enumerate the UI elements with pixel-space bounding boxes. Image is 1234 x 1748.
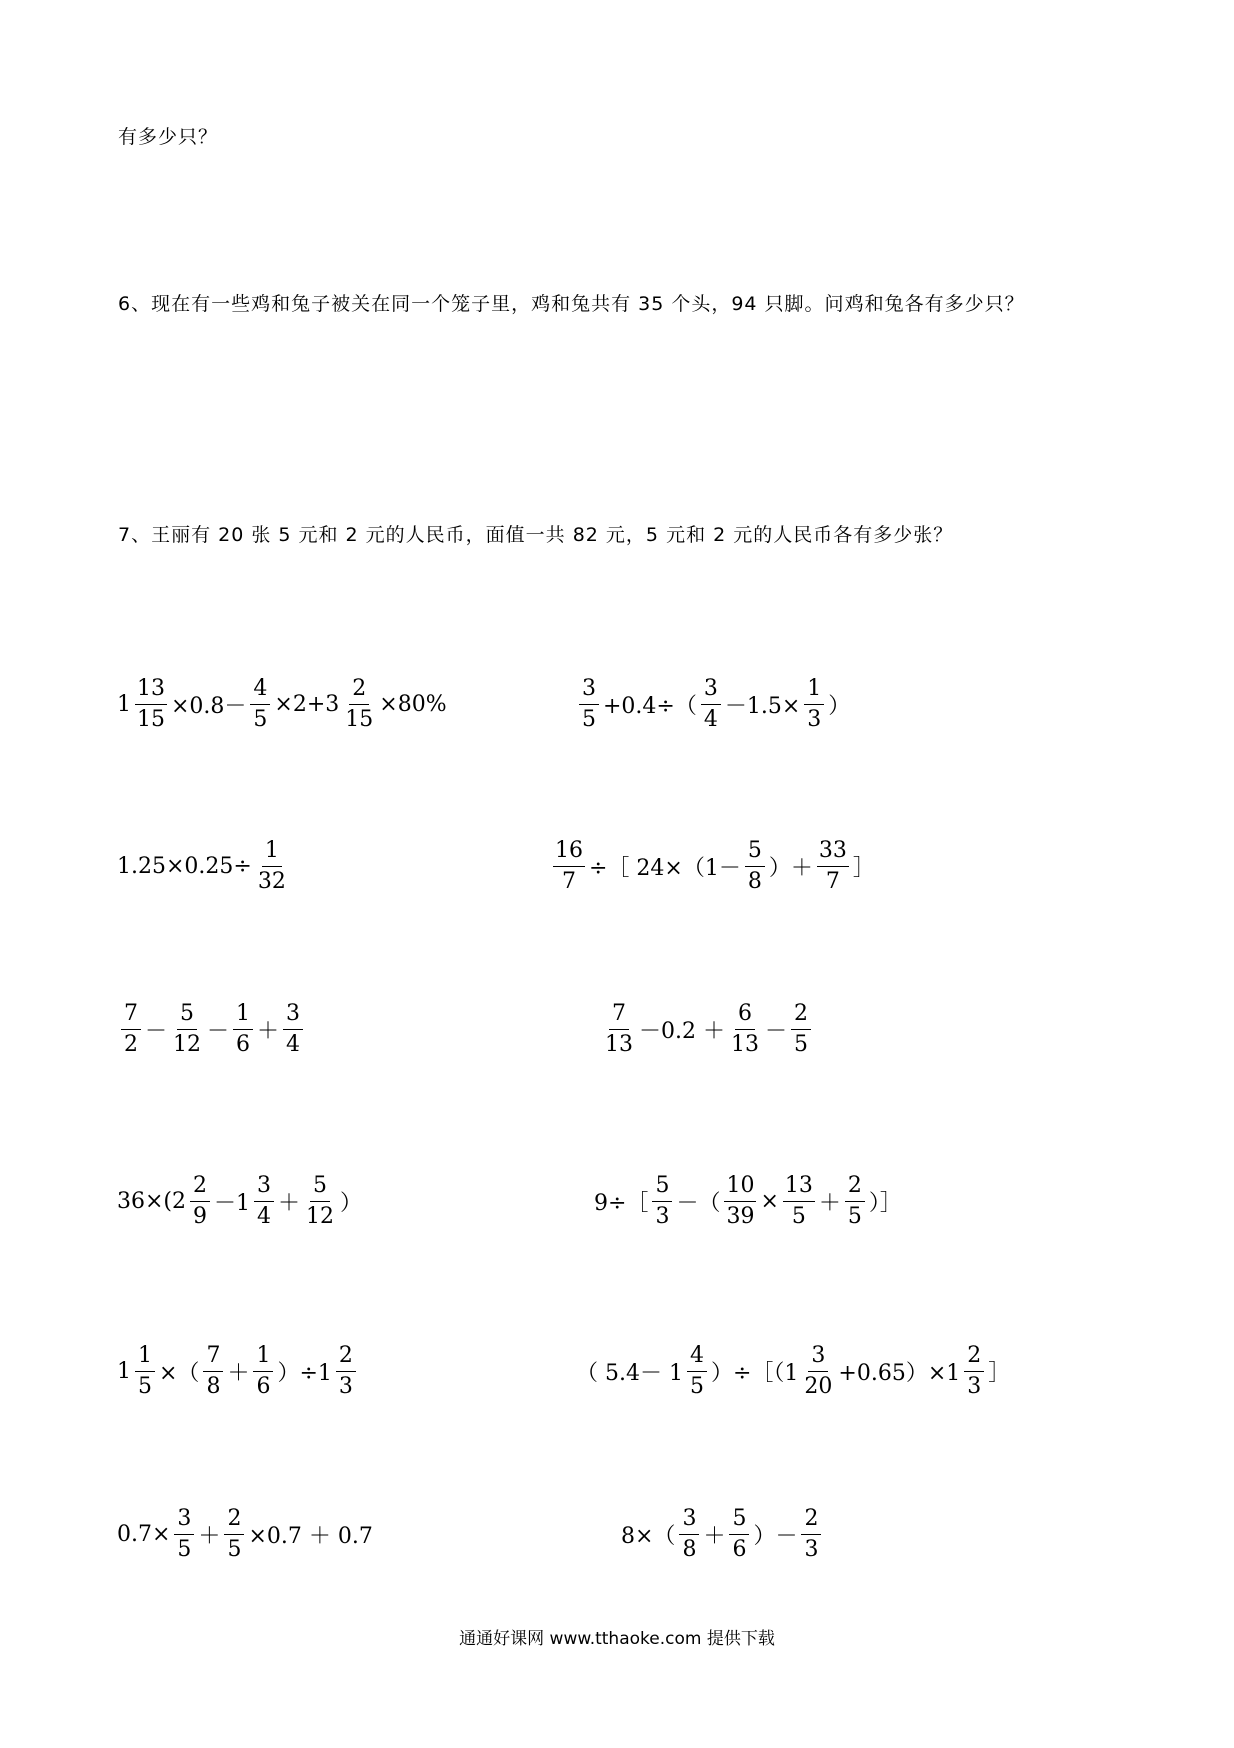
expression-1 (116, 678, 448, 731)
fraction-numerator: 2 (224, 1508, 244, 1535)
fraction (791, 1003, 811, 1056)
expression-text: ］ (852, 856, 875, 881)
expression-text: ］ (988, 1361, 1011, 1386)
fraction (224, 1508, 244, 1561)
expression-text: ） (828, 694, 851, 719)
fraction-denominator: 8 (682, 1537, 697, 1562)
expression-text: 36×(2 (117, 1189, 187, 1214)
fraction (190, 1175, 210, 1228)
fraction (701, 678, 721, 731)
fraction-denominator: 32 (257, 869, 286, 894)
expression-8 (593, 1175, 903, 1228)
fraction-denominator: 2 (124, 1032, 138, 1057)
fraction-numerator: 3 (283, 1003, 303, 1030)
fraction (336, 1345, 356, 1398)
fraction-denominator: 7 (562, 869, 576, 894)
fraction-numerator: 3 (174, 1508, 194, 1535)
expression-text: ×2+3 (274, 692, 340, 717)
fraction (233, 1003, 253, 1056)
expression-text: +0.4÷（ (603, 694, 697, 719)
fraction-numerator: 5 (745, 840, 765, 867)
expression-5 (118, 1003, 306, 1056)
fraction-denominator: 4 (257, 1204, 272, 1229)
expression-text: （ 5.4－ 1 (576, 1361, 683, 1386)
fraction-denominator: 5 (138, 1374, 152, 1399)
fraction-numerator: 5 (177, 1003, 197, 1030)
fraction (253, 1345, 273, 1398)
fraction-numerator: 1 (262, 840, 282, 867)
fraction-denominator: 4 (703, 707, 718, 732)
fraction-denominator: 8 (747, 869, 762, 894)
fraction (729, 1003, 761, 1056)
expression-text: －0.2 ＋ (639, 1019, 725, 1044)
fraction-denominator: 5 (253, 707, 268, 732)
question-7: 7、王丽有 20 张 5 元和 2 元的人民币，面值一共 82 元，5 元和 2 元的人民币各有多少张？ (118, 524, 954, 546)
fraction (203, 1345, 223, 1398)
fraction-denominator: 5 (794, 1032, 808, 1057)
expression-6 (600, 1003, 814, 1056)
expression-text: ）＋ (768, 856, 813, 881)
fraction-numerator: 3 (701, 678, 721, 705)
expression-12 (620, 1508, 824, 1561)
fraction-denominator: 15 (137, 707, 165, 732)
fraction (724, 1175, 756, 1228)
fraction (304, 1175, 336, 1228)
fraction (687, 1345, 707, 1398)
expression-text: ＋ (278, 1191, 301, 1216)
fraction-denominator: 13 (730, 1032, 759, 1057)
fraction-numerator: 3 (679, 1508, 699, 1535)
fraction-numerator: 13 (135, 678, 167, 705)
fraction (171, 1003, 203, 1056)
fraction (254, 1175, 274, 1228)
fraction-numerator: 7 (203, 1345, 223, 1372)
fraction (256, 840, 288, 893)
fraction-numerator: 33 (817, 840, 849, 867)
fraction-numerator: 2 (336, 1345, 356, 1372)
fraction-numerator: 1 (135, 1345, 155, 1372)
fraction-denominator: 39 (726, 1204, 755, 1229)
fraction-denominator: 4 (286, 1032, 301, 1057)
fraction-numerator: 5 (652, 1175, 672, 1202)
fraction-denominator: 20 (804, 1374, 833, 1399)
expression-7 (116, 1175, 363, 1228)
expression-text: 8×（ (621, 1524, 676, 1549)
expression-text: －（ (676, 1191, 721, 1216)
fraction-denominator: 13 (605, 1032, 633, 1057)
fraction-numerator: 1 (804, 678, 824, 705)
page-footer: 通通好课网 www.tthaoke.com 提供下载 (459, 1629, 775, 1649)
fraction (603, 1003, 635, 1056)
fraction-numerator: 7 (121, 1003, 141, 1030)
fraction-numerator: 13 (783, 1175, 815, 1202)
expression-text: － (207, 1019, 230, 1044)
expression-4 (550, 840, 876, 893)
fraction (135, 1345, 155, 1398)
expression-text: ＋ (257, 1019, 280, 1044)
fraction-denominator: 9 (193, 1204, 208, 1229)
expression-text: 1 (117, 692, 131, 717)
fraction-numerator: 7 (609, 1003, 629, 1030)
fraction-denominator: 12 (306, 1204, 335, 1229)
fraction-denominator: 5 (177, 1537, 192, 1562)
expression-9 (116, 1345, 359, 1398)
expression-text: 1.25×0.25÷ (117, 854, 252, 879)
fraction-numerator: 4 (250, 678, 270, 705)
expression-text: ÷［ 24×（1－ (589, 856, 741, 881)
expression-text: ＋ (703, 1524, 726, 1549)
fraction (283, 1003, 303, 1056)
fraction-denominator: 3 (967, 1374, 982, 1399)
expression-text: －1 (214, 1191, 251, 1216)
fraction-denominator: 8 (206, 1374, 221, 1399)
expression-3 (116, 840, 291, 893)
fraction-denominator: 3 (804, 1537, 819, 1562)
expression-text: ×80% (379, 692, 447, 717)
fraction (804, 678, 824, 731)
expression-text: － (145, 1019, 168, 1044)
fraction-denominator: 5 (227, 1537, 242, 1562)
fraction-numerator: 6 (735, 1003, 755, 1030)
fraction (174, 1508, 194, 1561)
fraction-denominator: 3 (338, 1374, 353, 1399)
expression-text: ＋ (818, 1191, 841, 1216)
fraction-denominator: 5 (847, 1204, 862, 1229)
fraction-numerator: 2 (349, 678, 369, 705)
fraction-numerator: 16 (553, 840, 585, 867)
expression-text: ×0.7 ＋ 0.7 (248, 1524, 373, 1549)
fraction (745, 840, 765, 893)
fraction (679, 1508, 699, 1561)
fraction-denominator: 5 (582, 707, 596, 732)
fraction-numerator: 3 (254, 1175, 274, 1202)
fraction-denominator: 6 (236, 1032, 251, 1057)
expression-text: ）］ (868, 1191, 902, 1216)
expression-text: ＋ (227, 1361, 250, 1386)
fraction (802, 1345, 834, 1398)
fraction (729, 1508, 749, 1561)
fraction (801, 1508, 821, 1561)
fraction-numerator: 5 (310, 1175, 330, 1202)
fraction-numerator: 10 (724, 1175, 756, 1202)
fraction-numerator: 2 (845, 1175, 865, 1202)
expression-text: 1 (117, 1359, 131, 1384)
fraction-denominator: 15 (345, 707, 374, 732)
fraction-numerator: 1 (233, 1003, 253, 1030)
fraction (845, 1175, 865, 1228)
question-6: 6、现在有一些鸡和兔子被关在同一个笼子里，鸡和兔共有 35 个头，94 只脚。问鸡和兔各有多少只？ (118, 293, 1025, 315)
fraction-denominator: 3 (807, 707, 822, 732)
expression-text: +0.65）×1 (838, 1361, 961, 1386)
fraction-numerator: 2 (791, 1003, 811, 1030)
fraction-numerator: 1 (253, 1345, 273, 1372)
fraction-denominator: 7 (825, 869, 840, 894)
fraction-numerator: 4 (687, 1345, 707, 1372)
fraction-numerator: 5 (729, 1508, 749, 1535)
fraction (817, 840, 849, 893)
expression-2 (576, 678, 851, 731)
fraction (121, 1003, 141, 1056)
fraction (652, 1175, 672, 1228)
fraction-numerator: 2 (190, 1175, 210, 1202)
fraction-denominator: 6 (256, 1374, 271, 1399)
fraction-denominator: 12 (173, 1032, 202, 1057)
expression-10 (575, 1345, 1011, 1398)
expression-text: －1.5× (724, 694, 801, 719)
fraction-denominator: 5 (689, 1374, 704, 1399)
fraction (579, 678, 599, 731)
expression-text: － (764, 1019, 787, 1044)
expression-11 (116, 1508, 374, 1561)
fraction (964, 1345, 984, 1398)
fraction-numerator: 2 (964, 1345, 984, 1372)
expression-text: ）÷［（1 (710, 1361, 799, 1386)
expression-text: 0.7× (117, 1522, 171, 1547)
expression-text: ＋ (198, 1524, 221, 1549)
fraction (250, 678, 270, 731)
fraction (783, 1175, 815, 1228)
expression-text: ×（ (159, 1361, 200, 1386)
question-5-tail: 有多少只？ (118, 126, 219, 148)
expression-text: ）－ (753, 1524, 798, 1549)
expression-text: ） (340, 1191, 363, 1216)
fraction-numerator: 3 (808, 1345, 828, 1372)
expression-text: × (760, 1189, 779, 1214)
fraction (343, 678, 375, 731)
fraction (135, 678, 167, 731)
fraction-denominator: 6 (732, 1537, 747, 1562)
expression-text: 9÷［ (594, 1191, 649, 1216)
fraction-denominator: 3 (655, 1204, 670, 1229)
expression-text: ）÷1 (277, 1361, 332, 1386)
fraction-numerator: 2 (801, 1508, 821, 1535)
fraction-denominator: 5 (791, 1204, 806, 1229)
fraction (553, 840, 585, 893)
expression-text: ×0.8－ (171, 694, 247, 719)
fraction-numerator: 3 (579, 678, 599, 705)
